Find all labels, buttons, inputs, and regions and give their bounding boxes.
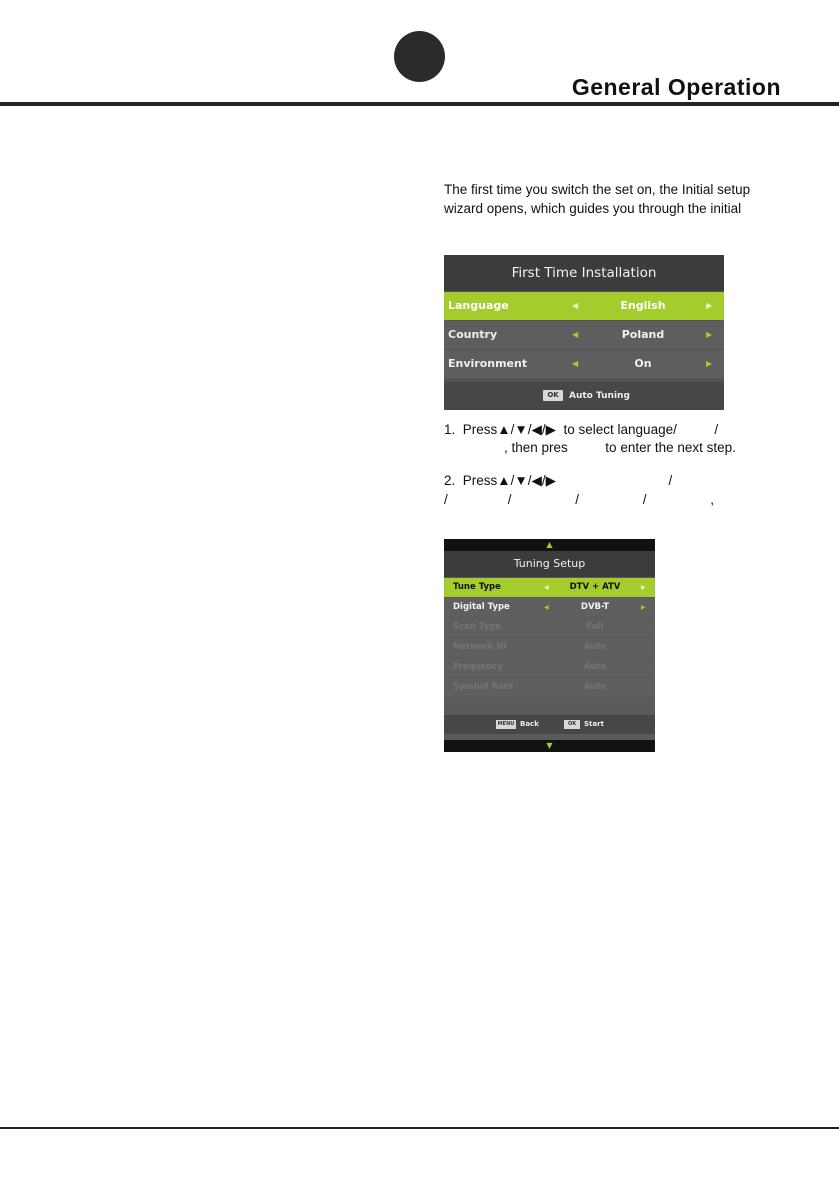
fti-row-country[interactable] xyxy=(444,321,724,349)
ts-row-label: Digital Type xyxy=(453,602,510,612)
ts-row-value: DTV + ATV xyxy=(569,582,621,592)
ts-row-label: Network ID xyxy=(453,642,507,652)
step-2-line-2: / / / / , xyxy=(444,492,715,507)
tuning-setup-screen xyxy=(444,539,655,752)
arrow-left-icon: ◀ xyxy=(572,330,579,339)
step-1-line-2: , then pres to enter the next step. xyxy=(444,440,736,455)
fti-row-language[interactable] xyxy=(444,292,724,320)
fti-footer xyxy=(444,382,724,410)
intro-paragraph xyxy=(444,180,804,218)
ts-row-value: Full xyxy=(586,622,604,632)
fti-row-value: Poland xyxy=(621,328,665,341)
page-marker-circle xyxy=(394,31,445,82)
ts-row-tune-type[interactable] xyxy=(444,578,655,597)
scroll-up-icon: ▲ xyxy=(444,539,655,551)
scroll-down-icon: ▼ xyxy=(444,740,655,752)
arrow-left-icon: ◀ xyxy=(544,604,549,611)
intro-line-1: The first time you switch the set on, the Initial setup xyxy=(444,182,751,197)
arrow-right-icon: ▶ xyxy=(706,301,713,310)
first-time-installation-screen xyxy=(444,255,724,410)
menu-key-icon: MENU xyxy=(497,721,515,727)
ts-row-value: Auto xyxy=(583,642,607,652)
ts-row-label: Symbol Rate xyxy=(453,682,514,692)
ts-row-value: DVB-T xyxy=(580,602,610,612)
step-2-line-1: 2. Press▲/▼/◀/▶ / xyxy=(444,473,673,488)
back-label: Back xyxy=(520,720,539,728)
tuning-setup-title: Tuning Setup xyxy=(444,551,655,577)
ok-key-icon: OK xyxy=(564,720,580,729)
ts-row-digital-type[interactable] xyxy=(444,598,655,617)
ts-row-value: Auto xyxy=(583,682,607,692)
step-1-line-1: 1. Press▲/▼/◀/▶ to select language/ / xyxy=(444,422,719,437)
ts-row-scan-type xyxy=(444,618,655,637)
fti-row-label: Country xyxy=(448,328,498,341)
ts-row-network-id xyxy=(444,638,655,657)
fti-row-value: English xyxy=(620,299,666,312)
ts-row-symbol-rate xyxy=(444,678,655,697)
fti-row-value: On xyxy=(634,357,652,370)
arrow-right-icon: ▶ xyxy=(641,584,646,591)
page-title: General Operation xyxy=(571,74,781,100)
fti-row-label: Environment xyxy=(448,357,528,370)
header-rule xyxy=(0,102,839,106)
fti-row-environment[interactable] xyxy=(444,350,724,378)
fti-row-label: Language xyxy=(448,299,509,312)
arrow-right-icon: ▶ xyxy=(641,604,646,611)
arrow-right-icon: ▶ xyxy=(706,330,713,339)
ts-row-label: Frequency xyxy=(453,662,503,672)
ts-row-label: Scan Type xyxy=(453,622,502,632)
start-label: Start xyxy=(584,720,604,728)
arrow-left-icon: ◀ xyxy=(544,584,549,591)
ts-row-frequency xyxy=(444,658,655,677)
intro-line-2: wizard opens, which guides you through the initial xyxy=(444,201,742,216)
ok-key-icon: OK xyxy=(543,390,563,401)
arrow-left-icon: ◀ xyxy=(572,359,579,368)
arrow-right-icon: ▶ xyxy=(706,359,713,368)
footer-rule xyxy=(0,1127,839,1129)
ts-footer xyxy=(444,715,655,734)
ts-row-value: Auto xyxy=(583,662,607,672)
auto-tuning-label: Auto Tuning xyxy=(569,391,630,401)
fti-title: First Time Installation xyxy=(444,255,724,291)
arrow-left-icon: ◀ xyxy=(572,301,579,310)
ts-row-label: Tune Type xyxy=(453,582,501,592)
